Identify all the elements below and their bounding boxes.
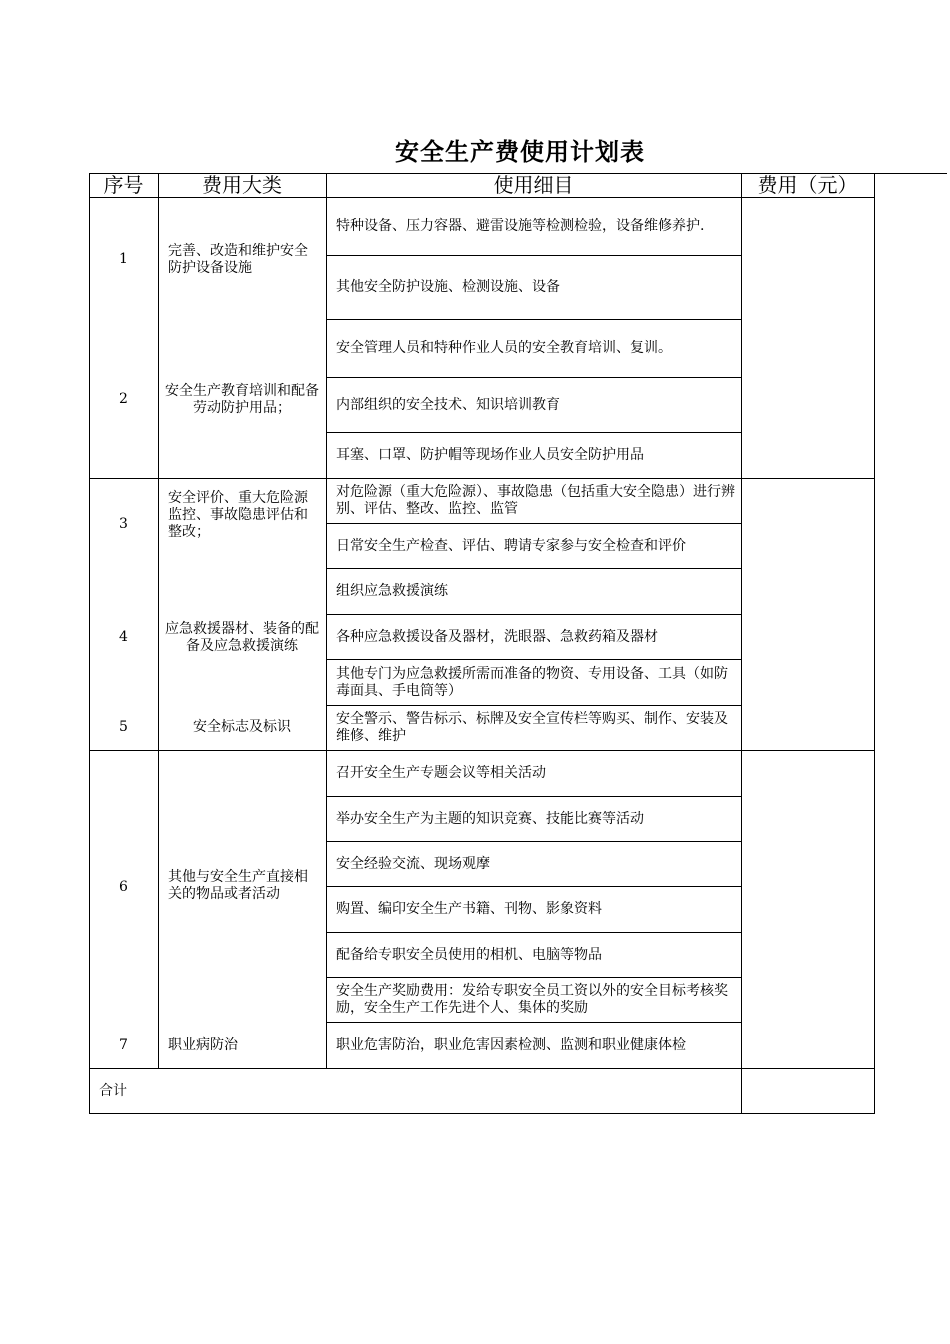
detail-item: 内部组织的安全技术、知识培训教育 bbox=[336, 396, 560, 413]
row-seq: 3 bbox=[119, 515, 128, 532]
detail-item: 耳塞、口罩、防护帽等现场作业人员安全防护用品 bbox=[336, 447, 644, 463]
detail-item: 配备给专职安全员使用的相机、电脑等物品 bbox=[336, 946, 602, 963]
detail-item: 安全警示、警告标示、标牌及安全宣传栏等购买、制作、安装及维修、维护 bbox=[336, 711, 728, 744]
header-cost: 费用（元） bbox=[757, 173, 858, 197]
row-category: 应急救援器材、装备的配备及应急救援演练 bbox=[165, 621, 319, 654]
detail-item: 其他安全防护设施、检测设施、设备 bbox=[336, 279, 560, 295]
table-border bbox=[89, 1113, 874, 1114]
row-category: 完善、改造和维护安全防护设备设施 bbox=[168, 243, 308, 276]
detail-item: 召开安全生产专题会议等相关活动 bbox=[336, 765, 546, 781]
table-border bbox=[874, 173, 875, 1114]
row-seq: 6 bbox=[119, 878, 128, 895]
header-seq: 序号 bbox=[103, 173, 144, 197]
row-seq: 5 bbox=[119, 718, 128, 735]
page-title: 安全生产费使用计划表 bbox=[395, 137, 645, 166]
detail-item: 安全生产奖励费用：发给专职安全员工资以外的安全目标考核奖励，安全生产工作先进个人、集体的奖励 bbox=[336, 983, 728, 1016]
detail-item: 特种设备、压力容器、避雷设施等检测检验，设备维修养护. bbox=[336, 218, 705, 234]
detail-item: 组织应急救援演练 bbox=[336, 583, 448, 599]
row-category: 职业病防治 bbox=[168, 1036, 238, 1053]
detail-item: 职业危害防治，职业危害因素检测、监测和职业健康体检 bbox=[336, 1037, 686, 1053]
detail-item: 举办安全生产为主题的知识竞赛、技能比赛等活动 bbox=[336, 810, 644, 827]
detail-item: 其他专门为应急救援所需而准备的物资、专用设备、工具（如防毒面具、手电筒等） bbox=[336, 665, 728, 699]
detail-item: 安全经验交流、现场观摩 bbox=[336, 855, 490, 872]
total-label: 合计 bbox=[99, 1082, 127, 1099]
row-seq: 4 bbox=[119, 628, 128, 645]
row-category: 安全生产教育培训和配备劳动防护用品； bbox=[165, 383, 319, 416]
row-seq: 1 bbox=[119, 250, 128, 267]
row-seq: 2 bbox=[119, 390, 128, 407]
detail-item: 安全管理人员和特种作业人员的安全教育培训、复训。 bbox=[336, 340, 672, 356]
detail-item: 购置、编印安全生产书籍、刊物、影象资料 bbox=[336, 901, 602, 917]
row-category: 安全标志及标识 bbox=[193, 718, 291, 735]
detail-item: 各种应急救援设备及器材，洗眼器、急救药箱及器材 bbox=[336, 628, 658, 645]
detail-item: 对危险源（重大危险源）、事故隐患（包括重大安全隐患）进行辨别、评估、整改、监控、监管 bbox=[336, 484, 735, 517]
header-detail: 使用细目 bbox=[493, 173, 574, 197]
row-category: 安全评价、重大危险源监控、事故隐患评估和整改； bbox=[168, 489, 308, 540]
header-category: 费用大类 bbox=[202, 173, 282, 197]
table-border bbox=[741, 173, 742, 1114]
row-seq: 7 bbox=[119, 1036, 128, 1053]
detail-item: 日常安全生产检查、评估、聘请专家参与安全检查和评价 bbox=[336, 537, 686, 554]
row-category: 其他与安全生产直接相关的物品或者活动 bbox=[168, 869, 308, 902]
